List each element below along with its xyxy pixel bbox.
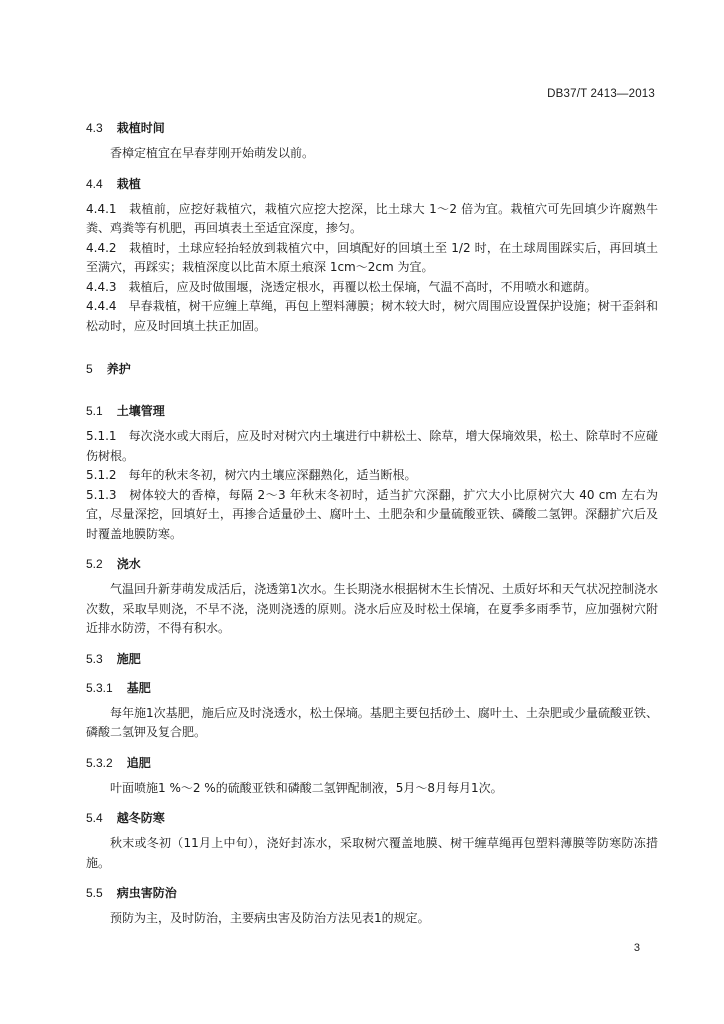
section-text-5-4: 秋末或冬初（11月上中旬），浇好封冻水，采取树穴覆盖地膜、树干缠草绳再包塑料薄膜等防寒防冻措施。 [86, 836, 658, 870]
section-text-5-2: 气温回升新芽萌发成活后，浇透第1次水。生长期浇水根据树木生长情况、土质好坏和天气状况控制浇水次数，采取旱则浇，不旱不浇，浇则浇透的原则。浇水后应及时松土保墒，在夏季多雨季节，应加强树穴附近排水防涝，不得有积水。 [86, 582, 658, 635]
section-heading-4-4: 4.4 栽植 [86, 176, 141, 191]
section-heading-5: 5 养护 [86, 362, 131, 376]
clause-4-4-4: 4.4.4 早春栽植，树干应缠上草绳，再包上塑料薄膜；树木较大时，树穴周围应设置保护设施；树干歪斜和松动时，应及时回填土扶正加固。 [86, 299, 658, 333]
clause-5-1-1: 5.1.1 每次浇水或大雨后，应及时对树穴内土壤进行中耕松土、除草，增大保墒效果，松土、除草时不应碰伤树根。 [86, 429, 658, 463]
section-heading-5-4: 5.4 越冬防寒 [86, 811, 165, 825]
clause-4-4-1: 4.4.1 栽植前，应挖好栽植穴，栽植穴应挖大挖深，比土球大 1～2 倍为宜。栽植穴可先回填少许腐熟牛粪、鸡粪等有机肥，再回填表土至适宜深度，掺匀。 [86, 201, 658, 235]
clause-5-1-2: 5.1.2 每年的秋末冬初，树穴内土壤应深翻熟化，适当断根。 [86, 468, 417, 482]
section-heading-5-2: 5.2 浇水 [86, 557, 141, 571]
section-heading-5-1: 5.1 土壤管理 [86, 404, 165, 418]
section-heading-5-3: 5.3 施肥 [86, 651, 141, 666]
section-heading-4-3: 4.3 栽植时间 [86, 121, 165, 135]
section-text-5-3-1: 每年施1次基肥，施后应及时浇透水，松土保墒。基肥主要包括砂土、腐叶土、土杂肥或少量硫酸亚铁、磷酸二氢钾及复合肥。 [86, 705, 658, 739]
clause-5-1-3: 5.1.3 树体较大的香樟，每隔 2～3 年秋末冬初时，适当扩穴深翻，扩穴大小比原树穴大 40 cm 左右为宜，尽量深挖，回填好土，再掺合适量砂土、腐叶土、土肥杂和少量硫酸亚铁、磷酸二氢钾。深翻扩穴后及时覆盖地膜防寒。 [86, 487, 658, 541]
document-body [86, 119, 658, 929]
section-text-5-5: 预防为主，及时防治，主要病虫害及防治方法见表1的规定。 [110, 911, 430, 925]
page-number: 3 [633, 942, 640, 954]
clause-4-4-2: 4.4.2 栽植时，土球应轻抬轻放到栽植穴中，回填配好的回填土至 1/2 时，在土球周围踩实后，再回填土至满穴，再踩实；栽植深度以比苗木原土痕深 1cm～2cm 为宜。 [86, 240, 658, 274]
section-heading-5-5: 5.5 病虫害防治 [86, 886, 177, 900]
document-code: DB37/T 2413—2013 [547, 88, 655, 100]
section-heading-5-3-1: 5.3.1 基肥 [86, 680, 151, 695]
clause-4-4-3: 4.4.3 栽植后，应及时做围堰，浇透定根水，再覆以松土保墒，气温不高时，不用喷水和遮荫。 [86, 279, 597, 294]
section-heading-5-3-2: 5.3.2 追肥 [86, 755, 151, 770]
section-text-4-3: 香樟定植宜在早春芽刚开始萌发以前。 [110, 146, 315, 160]
section-text-5-3-2: 叶面喷施1 %～2 %的硫酸亚铁和磷酸二氢钾配制液，5月～8月每月1次。 [110, 780, 503, 795]
